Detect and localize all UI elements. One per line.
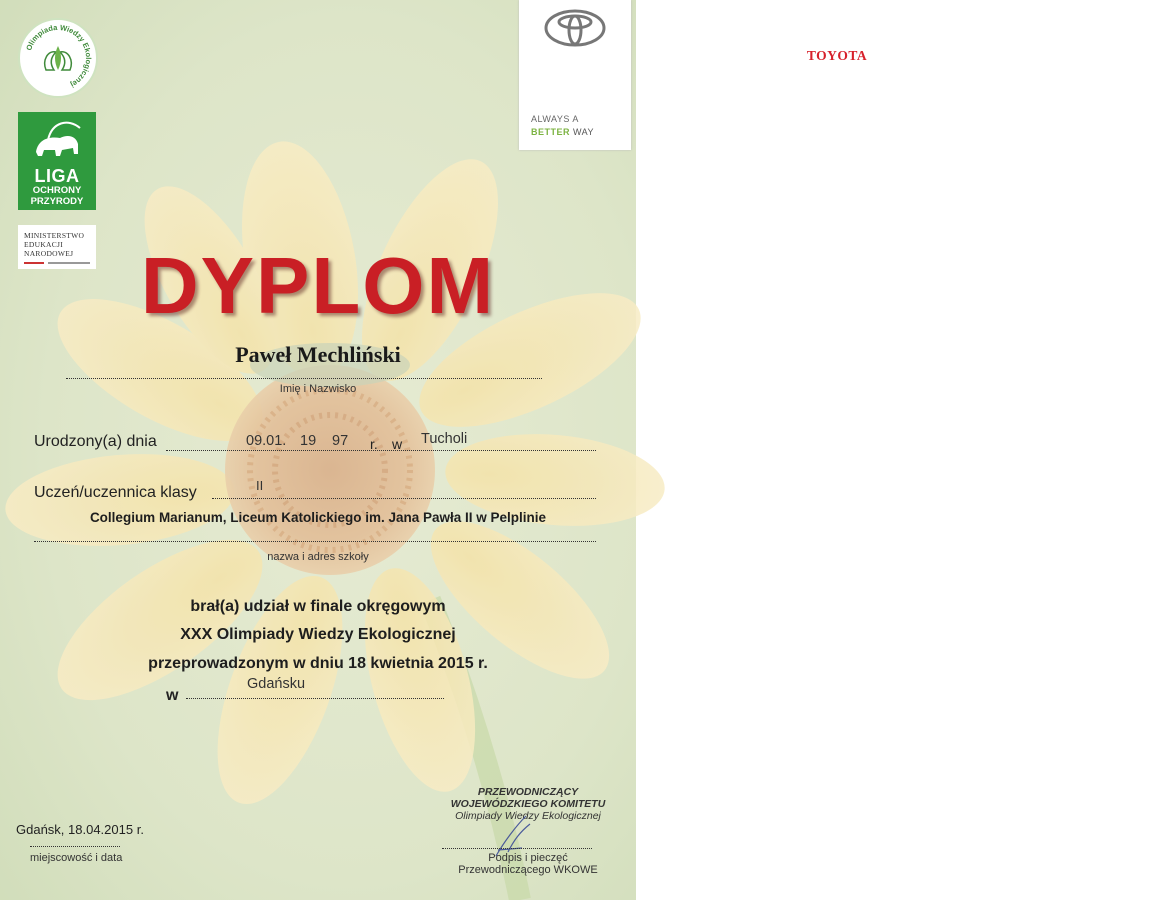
liga-line-3: PRZYRODY (30, 196, 84, 207)
date-dotted-line (30, 846, 120, 847)
statement-line-1: brał(a) udział w finale okręgowym (190, 598, 446, 615)
toyota-logo (519, 0, 868, 150)
diploma-title: DYPLOM (140, 241, 496, 330)
birth-place: Tucholi (421, 431, 468, 447)
bison-icon (18, 112, 96, 166)
toyota-tagline-1: ALWAYS A (531, 114, 579, 124)
school-name: Collegium Marianum, Liceum Katolickiego im. Jana Pawła II w Pelplinie (89, 510, 547, 525)
ministry-line-3: NARODOWEJ (24, 249, 74, 258)
statement-line-2: XXX Olimpiady Wiedzy Ekologicznej (180, 626, 456, 643)
toyota-tagline-better: BETTER (531, 127, 570, 137)
class-label: Uczeń/uczennica klasy (34, 484, 197, 501)
toyota-tagline-2 (531, 127, 594, 137)
liga-line-2: OCHRONY (32, 185, 82, 196)
city-dotted-line (186, 698, 444, 699)
sunflower-disc (225, 365, 435, 575)
signature-caption (440, 852, 616, 876)
birth-r-label: r. (370, 436, 378, 452)
recipient-name: Paweł Mechliński (235, 342, 401, 367)
liga-ochrony-przyrody-logo (18, 112, 96, 210)
toyota-tagline-way: WAY (573, 127, 595, 137)
statement-city: Gdańsku (247, 676, 306, 692)
birth-year: 97 (332, 433, 349, 449)
statement-w-label: w (166, 687, 179, 704)
place-and-date: Gdańsk, 18.04.2015 r. (16, 822, 144, 837)
olympiad-logo (18, 18, 98, 98)
toyota-emblem-icon (543, 8, 607, 48)
birth-w-label: w (392, 436, 403, 452)
birth-label: Urodzony(a) dnia (34, 433, 157, 450)
name-caption: Imię i Nazwisko (279, 383, 357, 395)
stamp-line-3: Olimpiady Wiedzy Ekologicznej (455, 810, 601, 822)
birth-year-prefix: 19 (300, 433, 317, 449)
class-value: II (256, 478, 264, 493)
school-dotted-line (34, 541, 596, 542)
birth-dotted-line (166, 450, 596, 451)
school-caption: nazwa i adres szkoły (267, 551, 369, 563)
liga-subtitle (18, 185, 96, 207)
class-dotted-line (212, 498, 596, 499)
place-date-caption: miejscowość i data (30, 852, 123, 864)
signature-dotted-line (442, 848, 592, 849)
statement-line-3: przeprowadzonym w dniu 18 kwietnia 2015 r. (148, 655, 488, 672)
olympiad-ring-text: Olimpiada Wiedzy Ekologicznej (24, 22, 94, 90)
ministry-line-1: MINISTERSTWO (24, 231, 85, 240)
signature-caption-1: Podpis i pieczęć (488, 852, 568, 864)
stamp-line-1: PRZEWODNICZĄCY (477, 786, 579, 798)
name-dotted-line (66, 378, 542, 379)
stamp-line-2: WOJEWÓDZKIEGO KOMITETU (450, 798, 606, 810)
signature-caption-2: Przewodniczącego WKOWE (458, 864, 598, 876)
ministry-line-2: EDUKACJI (24, 240, 64, 249)
birth-day-month: 09.01. (246, 433, 287, 449)
toyota-name: TOYOTA (806, 48, 868, 63)
liga-title: LIGA (34, 166, 80, 186)
